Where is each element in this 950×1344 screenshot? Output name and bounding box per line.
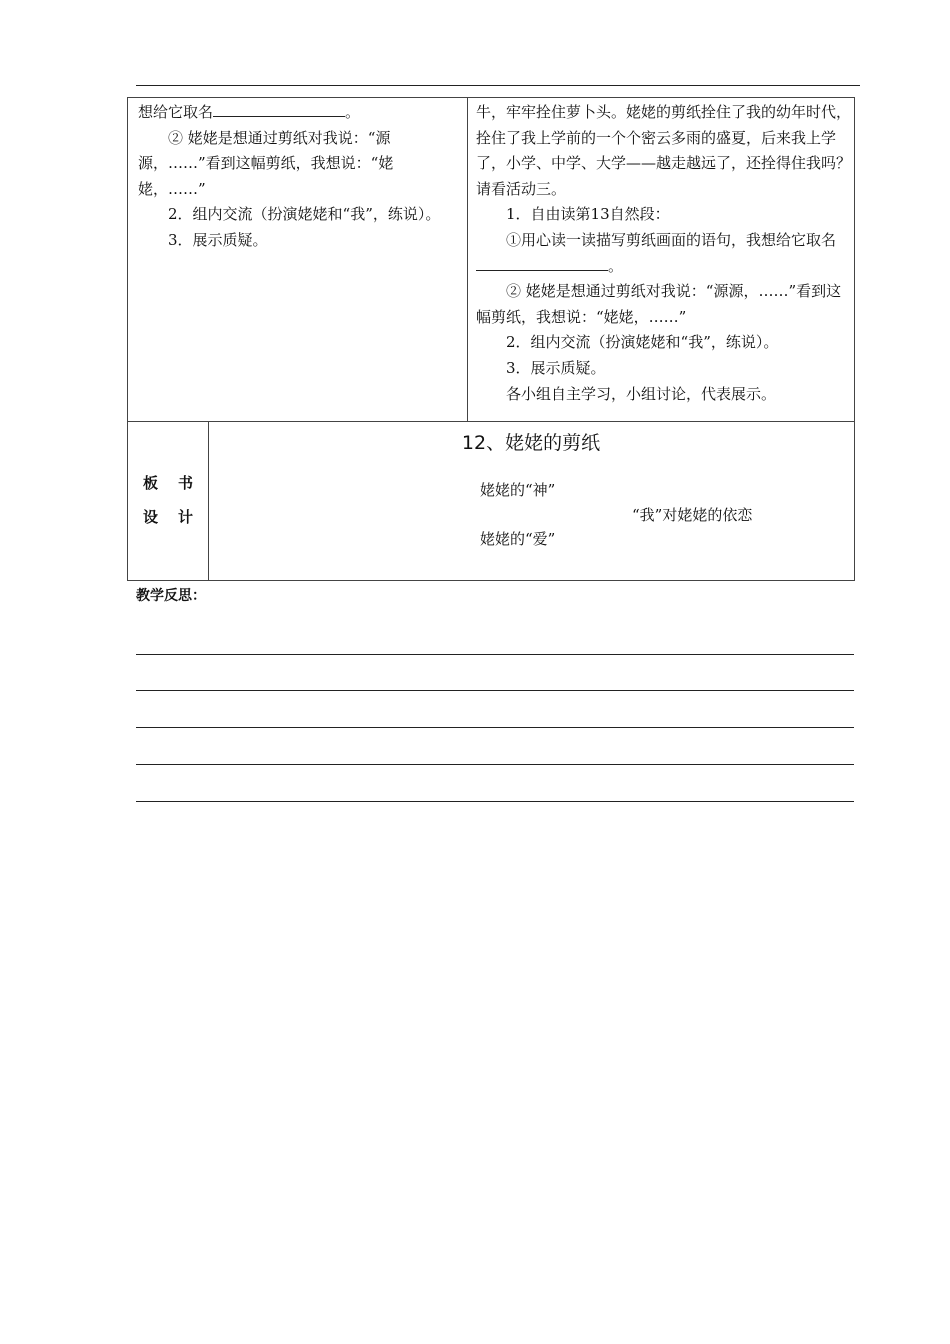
writing-line <box>136 654 854 655</box>
teacher-column <box>138 100 458 254</box>
passage-text: 牛，牢牢拴住萝卜头。姥姥的剪纸拴住了我的幼年时代，拴住了我上学前的一个个密云多雨的盛夏，后来我上学了，小学、中学、大学——越走越远了，还拴得住我吗？请看活动三。 <box>476 103 852 198</box>
step-reading: 1．自由读第13自然段： <box>506 205 670 224</box>
writing-line <box>136 801 854 802</box>
board-label-char: 书 <box>178 474 194 492</box>
step-question: 3．展示质疑。 <box>506 358 606 377</box>
student-column <box>476 100 852 407</box>
board-title: 12、姥姥的剪纸 <box>461 432 601 454</box>
board-line-love: 姥姥的“爱” <box>480 530 556 548</box>
writing-line <box>136 764 854 765</box>
board-label-char: 计 <box>178 508 194 526</box>
step-summary: 各小组自主学习，小组讨论，代表展示。 <box>506 384 777 403</box>
activity-table <box>127 97 855 422</box>
step-dialogue: ② 姥姥是想通过剪纸对我说：“源源，……”看到这幅剪纸，我想说：“姥姥，……” <box>476 282 842 326</box>
board-line-attachment: “我”对姥姥的依恋 <box>632 506 753 524</box>
board-design-table <box>127 421 855 581</box>
board-label-char: 板 <box>143 474 159 492</box>
activity-line-question: 3．展示质疑。 <box>168 230 268 249</box>
step-group: 2．组内交流（扮演姥姥和“我”，练说）。 <box>506 333 779 352</box>
reflection-label: 教学反思： <box>136 588 206 604</box>
board-label-char: 设 <box>143 508 159 526</box>
activity-line-naming: 想给它取名 。 <box>138 100 458 126</box>
writing-line <box>136 727 854 728</box>
writing-line <box>136 690 854 691</box>
board-line-spirit: 姥姥的“神” <box>480 481 556 499</box>
activity-line-group: 2．组内交流（扮演姥姥和“我”，练说）。 <box>168 205 441 224</box>
answer-blank <box>213 100 345 117</box>
answer-blank <box>476 254 608 271</box>
activity-line-dialogue: ② 姥姥是想通过剪纸对我说：“源源，……”看到这幅剪纸，我想说：“姥姥，……” <box>138 128 394 198</box>
column-divider <box>467 98 468 421</box>
step-naming: ①用心读一读描写剪纸画面的语句，我想给它取名。 <box>476 228 852 279</box>
header-rule <box>136 85 860 86</box>
